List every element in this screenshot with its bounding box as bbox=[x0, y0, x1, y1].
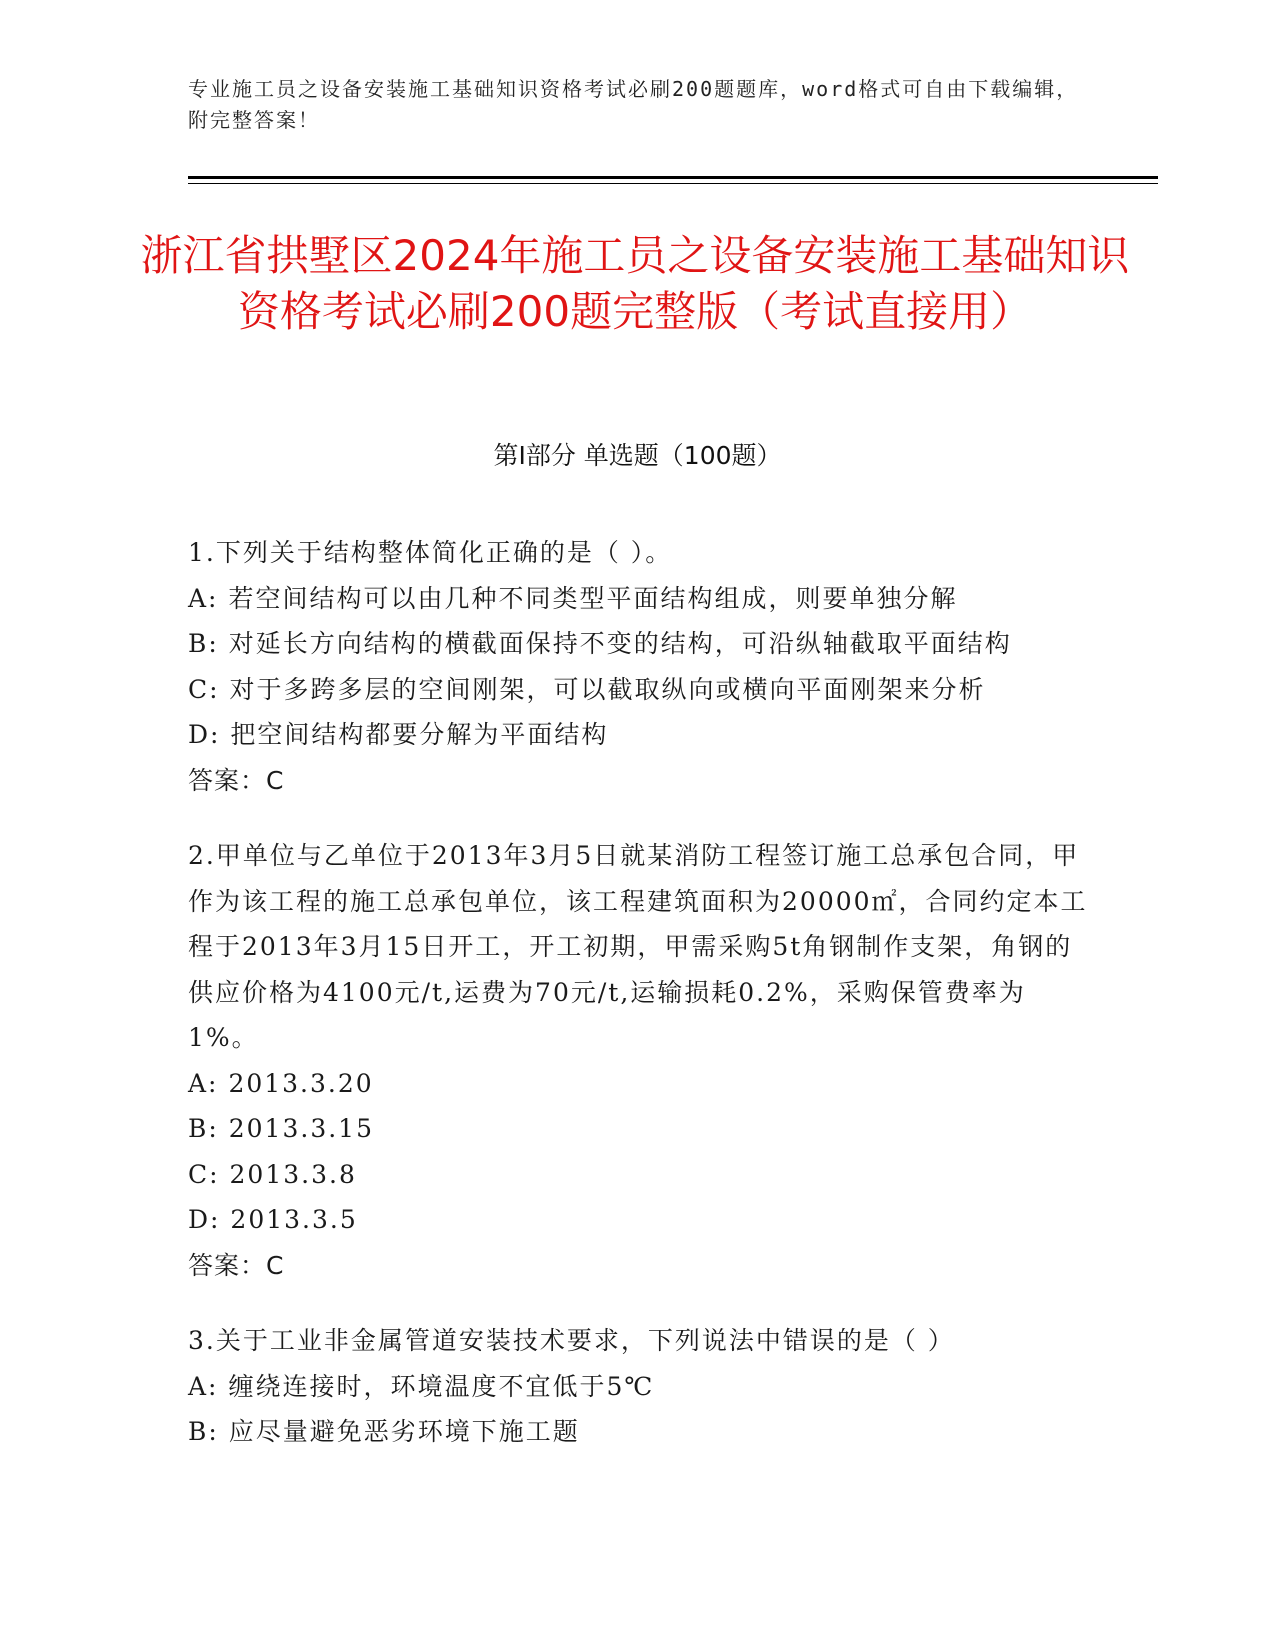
option-text: 对于多跨多层的空间刚架，可以截取纵向或横向平面刚架来分析 bbox=[229, 674, 986, 704]
question-1 bbox=[188, 530, 1088, 803]
option-d bbox=[188, 1197, 1088, 1243]
header-divider-thick bbox=[188, 176, 1158, 179]
header-note: 专业施工员之设备安装施工基础知识资格考试必刷200题题库，word格式可自由下载编辑，附完整答案！ bbox=[188, 77, 1079, 132]
option-text: 2013.3.5 bbox=[230, 1205, 358, 1234]
question-list bbox=[188, 530, 1088, 1485]
option-a bbox=[188, 1061, 1088, 1107]
question-3 bbox=[188, 1318, 1088, 1455]
document-title: 浙江省拱墅区2024年施工员之设备安装施工基础知识资格考试必刷200题完整版（考试直接用） bbox=[140, 231, 1130, 336]
option-text: 2013.3.20 bbox=[228, 1068, 374, 1098]
option-b bbox=[188, 1409, 1088, 1455]
option-d bbox=[188, 712, 1088, 758]
option-label: A: bbox=[188, 1068, 219, 1098]
option-b bbox=[188, 621, 1088, 667]
option-text: 对延长方向结构的横截面保持不变的结构，可沿纵轴截取平面结构 bbox=[228, 629, 1012, 658]
option-a bbox=[188, 1364, 1088, 1410]
option-text: 2013.3.8 bbox=[229, 1159, 357, 1189]
option-label: A: bbox=[188, 1371, 219, 1401]
option-c bbox=[188, 667, 1088, 713]
option-text: 应尽量避免恶劣环境下施工题 bbox=[228, 1417, 580, 1446]
option-b bbox=[188, 1106, 1088, 1152]
option-label: B: bbox=[188, 1417, 219, 1446]
option-text: 缠绕连接时，环境温度不宜低于5℃ bbox=[228, 1371, 655, 1401]
option-c bbox=[188, 1152, 1088, 1198]
question-stem: 2.甲单位与乙单位于2013年3月5日就某消防工程签订施工总承包合同，甲作为该工程的施工总承包单位，该工程建筑面积为20000㎡，合同约定本工程于2013年3月15日开工，开工初期，甲需采购5t角钢制作支架，角钢的供应价格为4100元/t,运费为70元/t,运输损耗0.2%，采购保管费率为1%。 bbox=[188, 841, 1088, 1052]
option-label: B: bbox=[188, 629, 219, 658]
answer-line: 答案：C bbox=[188, 1250, 285, 1280]
option-label: B: bbox=[188, 1114, 219, 1143]
option-a bbox=[188, 576, 1088, 622]
option-text: 把空间结构都要分解为平面结构 bbox=[230, 720, 609, 749]
option-label: C: bbox=[188, 674, 220, 704]
question-stem: 3.关于工业非金属管道安装技术要求，下列说法中错误的是（ ） bbox=[188, 1326, 955, 1355]
option-label: D: bbox=[188, 720, 221, 749]
question-2 bbox=[188, 833, 1088, 1288]
section-heading: 第Ⅰ部分 单选题（100题） bbox=[493, 441, 782, 470]
header-divider-thin bbox=[188, 183, 1158, 184]
option-text: 若空间结构可以由几种不同类型平面结构组成，则要单独分解 bbox=[228, 583, 958, 613]
answer-line: 答案：C bbox=[188, 765, 285, 795]
option-label: C: bbox=[188, 1159, 220, 1189]
question-stem: 1.下列关于结构整体简化正确的是（ ）。 bbox=[188, 538, 673, 567]
option-label: A: bbox=[188, 583, 219, 613]
option-label: D: bbox=[188, 1205, 221, 1234]
option-text: 2013.3.15 bbox=[228, 1114, 374, 1143]
